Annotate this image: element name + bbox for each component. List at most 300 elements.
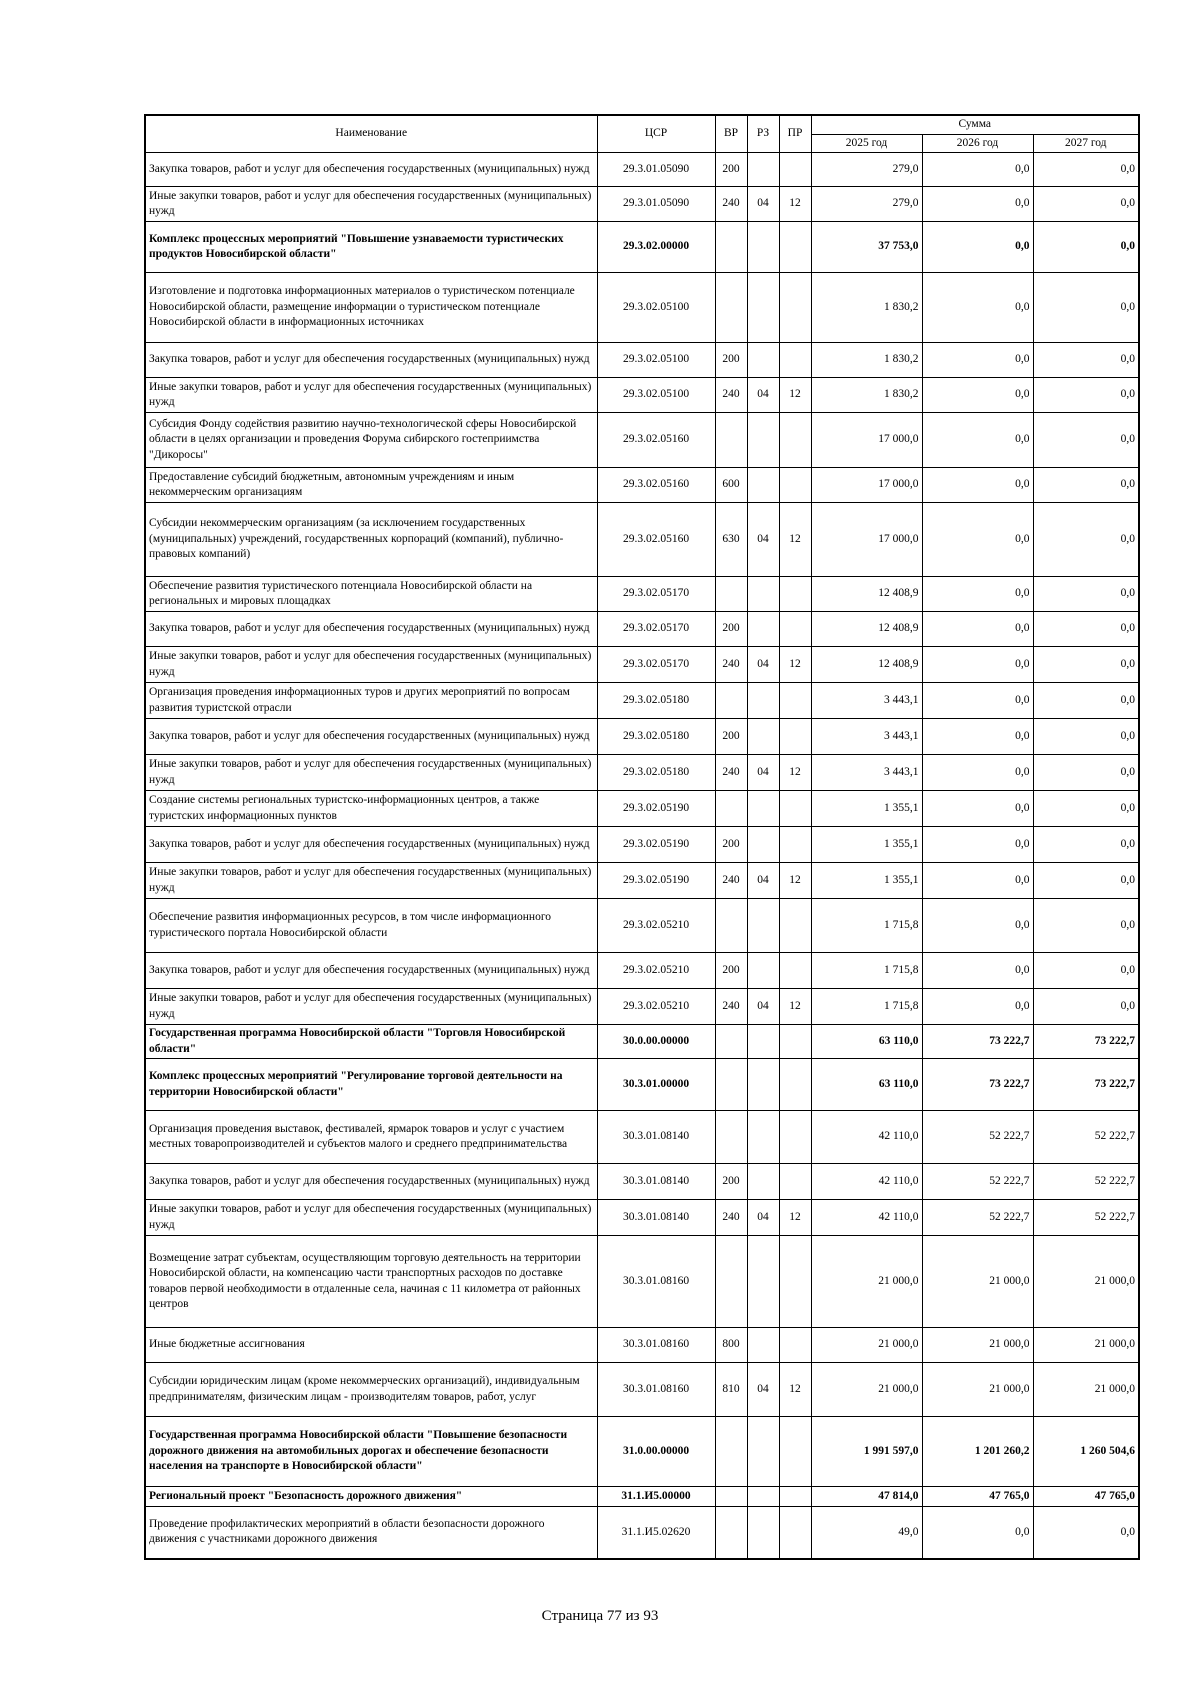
row-vr: 200 (715, 719, 747, 755)
row-pr (779, 577, 811, 612)
row-pr (779, 222, 811, 273)
row-name: Комплекс процессных мероприятий "Повышение узнаваемости туристических продуктов Новосибирской области" (145, 222, 597, 273)
row-sum-2027: 0,0 (1033, 683, 1139, 719)
row-sum-2027: 0,0 (1033, 273, 1139, 343)
row-sum-2026: 52 222,7 (922, 1164, 1033, 1200)
row-sum-2027: 52 222,7 (1033, 1164, 1139, 1200)
row-sum-2026: 0,0 (922, 863, 1033, 899)
table-row (145, 1059, 1139, 1111)
row-vr: 600 (715, 468, 747, 503)
row-sum-2026: 1 201 260,2 (922, 1417, 1033, 1487)
table-row (145, 378, 1139, 413)
row-name: Закупка товаров, работ и услуг для обеспечения государственных (муниципальных) нужд (145, 953, 597, 989)
row-csr: 30.3.01.08140 (597, 1164, 715, 1200)
row-pr: 12 (779, 863, 811, 899)
row-sum-2026: 0,0 (922, 989, 1033, 1025)
row-sum-2025: 17 000,0 (811, 413, 922, 468)
row-sum-2025: 37 753,0 (811, 222, 922, 273)
row-sum-2025: 17 000,0 (811, 468, 922, 503)
row-sum-2026: 0,0 (922, 187, 1033, 222)
row-csr: 29.3.02.05170 (597, 647, 715, 683)
row-rz (747, 791, 779, 827)
row-pr (779, 1487, 811, 1507)
row-vr: 800 (715, 1328, 747, 1363)
table-row (145, 1328, 1139, 1363)
row-vr (715, 899, 747, 953)
table-row (145, 827, 1139, 863)
row-rz (747, 719, 779, 755)
row-vr (715, 1507, 747, 1559)
row-name: Государственная программа Новосибирской области "Торговля Новосибирской области" (145, 1025, 597, 1059)
row-vr: 240 (715, 989, 747, 1025)
page-footer: Страница 77 из 93 (541, 1608, 659, 1624)
row-csr: 29.3.02.05210 (597, 953, 715, 989)
table-row (145, 1236, 1139, 1328)
row-name: Комплекс процессных мероприятий "Регулирование торговой деятельности на территории Новосибирской области" (145, 1059, 597, 1111)
header-year-2026: 2026 год (922, 134, 1033, 153)
table-row (145, 1164, 1139, 1200)
row-sum-2027: 0,0 (1033, 153, 1139, 187)
row-name: Обеспечение развития туристического потенциала Новосибирской области на региональных и мировых площадках (145, 577, 597, 612)
row-csr: 30.3.01.08160 (597, 1328, 715, 1363)
row-rz: 04 (747, 1200, 779, 1236)
row-rz: 04 (747, 755, 779, 791)
table-row (145, 612, 1139, 647)
row-vr (715, 1236, 747, 1328)
table-row (145, 755, 1139, 791)
row-vr: 200 (715, 953, 747, 989)
row-rz (747, 612, 779, 647)
row-sum-2026: 73 222,7 (922, 1059, 1033, 1111)
row-name: Проведение профилактических мероприятий в области безопасности дорожного движения с участниками дорожного движения (145, 1507, 597, 1559)
row-sum-2025: 21 000,0 (811, 1363, 922, 1417)
row-sum-2025: 42 110,0 (811, 1111, 922, 1164)
row-sum-2027: 52 222,7 (1033, 1111, 1139, 1164)
row-sum-2025: 1 355,1 (811, 827, 922, 863)
row-csr: 29.3.02.05180 (597, 719, 715, 755)
row-sum-2027: 0,0 (1033, 755, 1139, 791)
row-vr (715, 1111, 747, 1164)
row-sum-2025: 42 110,0 (811, 1200, 922, 1236)
budget-table (144, 114, 1140, 1560)
row-pr (779, 468, 811, 503)
row-csr: 29.3.02.05170 (597, 577, 715, 612)
row-sum-2027: 0,0 (1033, 343, 1139, 378)
table-row (145, 1363, 1139, 1417)
header-csr: ЦСР (597, 115, 715, 153)
row-sum-2025: 42 110,0 (811, 1164, 922, 1200)
row-rz: 04 (747, 503, 779, 577)
row-name: Субсидии некоммерческим организациям (за исключением государственных (муниципальных) учреждений, государственных корпораций (компаний), публично-правовых компаний) (145, 503, 597, 577)
table-row (145, 791, 1139, 827)
row-sum-2027: 0,0 (1033, 187, 1139, 222)
row-pr (779, 1164, 811, 1200)
row-sum-2025: 279,0 (811, 187, 922, 222)
row-pr: 12 (779, 1363, 811, 1417)
row-vr: 200 (715, 827, 747, 863)
row-pr (779, 719, 811, 755)
row-vr: 200 (715, 612, 747, 647)
row-sum-2025: 3 443,1 (811, 683, 922, 719)
row-sum-2025: 12 408,9 (811, 647, 922, 683)
row-vr (715, 577, 747, 612)
row-sum-2026: 73 222,7 (922, 1025, 1033, 1059)
row-csr: 29.3.02.05100 (597, 273, 715, 343)
row-sum-2027: 0,0 (1033, 468, 1139, 503)
row-sum-2025: 279,0 (811, 153, 922, 187)
row-rz (747, 1507, 779, 1559)
row-csr: 29.3.02.05190 (597, 791, 715, 827)
table-row (145, 222, 1139, 273)
table-row (145, 503, 1139, 577)
row-vr (715, 1487, 747, 1507)
row-pr (779, 683, 811, 719)
row-csr: 29.3.01.05090 (597, 187, 715, 222)
row-rz (747, 1111, 779, 1164)
row-sum-2025: 17 000,0 (811, 503, 922, 577)
row-sum-2027: 0,0 (1033, 791, 1139, 827)
row-rz (747, 273, 779, 343)
row-rz (747, 343, 779, 378)
header-vr: ВР (715, 115, 747, 153)
row-rz (747, 468, 779, 503)
row-name: Субсидии юридическим лицам (кроме некоммерческих организаций), индивидуальным предпринимателям, физическим лицам - производителям товаров, работ, услуг (145, 1363, 597, 1417)
row-sum-2026: 47 765,0 (922, 1487, 1033, 1507)
row-rz (747, 222, 779, 273)
row-sum-2027: 73 222,7 (1033, 1025, 1139, 1059)
row-vr (715, 273, 747, 343)
row-sum-2026: 52 222,7 (922, 1200, 1033, 1236)
row-pr: 12 (779, 378, 811, 413)
row-sum-2026: 0,0 (922, 953, 1033, 989)
row-sum-2025: 63 110,0 (811, 1059, 922, 1111)
row-csr: 29.3.02.00000 (597, 222, 715, 273)
row-sum-2026: 0,0 (922, 683, 1033, 719)
row-vr: 240 (715, 755, 747, 791)
row-vr (715, 222, 747, 273)
row-vr: 810 (715, 1363, 747, 1417)
row-name: Иные закупки товаров, работ и услуг для обеспечения государственных (муниципальных) нужд (145, 863, 597, 899)
row-csr: 29.3.02.05180 (597, 755, 715, 791)
row-rz: 04 (747, 187, 779, 222)
table-row (145, 1111, 1139, 1164)
row-sum-2026: 0,0 (922, 222, 1033, 273)
row-name: Организация проведения выставок, фестивалей, ярмарок товаров и услуг с участием местных товаропроизводителей и субъектов малого и среднего предпринимательства (145, 1111, 597, 1164)
row-sum-2026: 0,0 (922, 577, 1033, 612)
header-pr: ПР (779, 115, 811, 153)
row-sum-2027: 21 000,0 (1033, 1236, 1139, 1328)
row-sum-2027: 0,0 (1033, 953, 1139, 989)
row-sum-2026: 0,0 (922, 153, 1033, 187)
row-sum-2026: 52 222,7 (922, 1111, 1033, 1164)
row-csr: 31.0.00.00000 (597, 1417, 715, 1487)
row-sum-2027: 0,0 (1033, 503, 1139, 577)
row-csr: 29.3.02.05210 (597, 899, 715, 953)
table-row (145, 1417, 1139, 1487)
row-pr (779, 953, 811, 989)
row-vr: 240 (715, 187, 747, 222)
row-csr: 29.3.02.05160 (597, 468, 715, 503)
row-pr (779, 1059, 811, 1111)
row-sum-2026: 0,0 (922, 468, 1033, 503)
header-sum: Сумма (811, 115, 1139, 134)
row-name: Закупка товаров, работ и услуг для обеспечения государственных (муниципальных) нужд (145, 153, 597, 187)
row-rz (747, 1328, 779, 1363)
row-vr: 200 (715, 1164, 747, 1200)
row-rz: 04 (747, 1363, 779, 1417)
row-pr (779, 1111, 811, 1164)
row-vr (715, 1025, 747, 1059)
table-row (145, 153, 1139, 187)
row-csr: 29.3.02.05180 (597, 683, 715, 719)
row-vr: 240 (715, 378, 747, 413)
row-pr (779, 827, 811, 863)
row-sum-2027: 0,0 (1033, 827, 1139, 863)
row-name: Иные закупки товаров, работ и услуг для обеспечения государственных (муниципальных) нужд (145, 378, 597, 413)
row-pr (779, 791, 811, 827)
row-pr: 12 (779, 503, 811, 577)
table-row (145, 899, 1139, 953)
row-sum-2025: 1 991 597,0 (811, 1417, 922, 1487)
row-rz (747, 153, 779, 187)
row-csr: 29.3.02.05100 (597, 378, 715, 413)
row-sum-2027: 21 000,0 (1033, 1363, 1139, 1417)
row-pr (779, 273, 811, 343)
row-sum-2026: 0,0 (922, 791, 1033, 827)
row-csr: 30.3.01.08140 (597, 1200, 715, 1236)
row-name: Иные бюджетные ассигнования (145, 1328, 597, 1363)
row-rz: 04 (747, 989, 779, 1025)
row-pr: 12 (779, 187, 811, 222)
row-sum-2025: 49,0 (811, 1507, 922, 1559)
row-pr (779, 413, 811, 468)
row-rz (747, 1164, 779, 1200)
table-row (145, 1025, 1139, 1059)
row-csr: 30.0.00.00000 (597, 1025, 715, 1059)
row-sum-2026: 0,0 (922, 413, 1033, 468)
row-pr: 12 (779, 647, 811, 683)
row-name: Иные закупки товаров, работ и услуг для обеспечения государственных (муниципальных) нужд (145, 647, 597, 683)
header-name: Наименование (145, 115, 597, 153)
row-rz (747, 953, 779, 989)
row-name: Обеспечение развития информационных ресурсов, в том числе информационного туристического портала Новосибирской области (145, 899, 597, 953)
row-name: Создание системы региональных туристско-информационных центров, а также туристских информационных пунктов (145, 791, 597, 827)
row-name: Изготовление и подготовка информационных материалов о туристическом потенциале Новосибирской области, размещение информации о туристическом потенциале Новосибирской области в информационных источниках (145, 273, 597, 343)
row-sum-2025: 21 000,0 (811, 1328, 922, 1363)
table-header (145, 115, 1139, 153)
row-sum-2027: 0,0 (1033, 577, 1139, 612)
table-row (145, 863, 1139, 899)
row-name: Закупка товаров, работ и услуг для обеспечения государственных (муниципальных) нужд (145, 719, 597, 755)
table-row (145, 647, 1139, 683)
row-sum-2026: 0,0 (922, 503, 1033, 577)
row-pr (779, 899, 811, 953)
row-vr (715, 791, 747, 827)
row-pr (779, 1025, 811, 1059)
row-pr (779, 1417, 811, 1487)
row-sum-2025: 1 715,8 (811, 953, 922, 989)
row-csr: 30.3.01.00000 (597, 1059, 715, 1111)
table-row (145, 683, 1139, 719)
row-sum-2025: 63 110,0 (811, 1025, 922, 1059)
row-sum-2026: 0,0 (922, 719, 1033, 755)
row-csr: 31.1.И5.02620 (597, 1507, 715, 1559)
table-row (145, 343, 1139, 378)
row-sum-2026: 21 000,0 (922, 1236, 1033, 1328)
row-sum-2026: 0,0 (922, 827, 1033, 863)
row-sum-2025: 3 443,1 (811, 755, 922, 791)
row-sum-2026: 21 000,0 (922, 1328, 1033, 1363)
row-vr: 240 (715, 1200, 747, 1236)
row-rz (747, 1417, 779, 1487)
row-pr (779, 343, 811, 378)
row-name: Возмещение затрат субъектам, осуществляющим торговую деятельность на территории Новосибирской области, на компенсацию части транспортных расходов по доставке товаров первой необходимости в отдаленные села, начиная с 11 километра от районных центров (145, 1236, 597, 1328)
row-pr (779, 612, 811, 647)
row-sum-2027: 47 765,0 (1033, 1487, 1139, 1507)
row-name: Субсидия Фонду содействия развитию научно-технологической сферы Новосибирской области в целях организации и проведения Форума сибирского гостеприимства "Дикоросы" (145, 413, 597, 468)
row-sum-2026: 0,0 (922, 378, 1033, 413)
row-vr (715, 1417, 747, 1487)
row-sum-2025: 1 715,8 (811, 989, 922, 1025)
row-sum-2027: 73 222,7 (1033, 1059, 1139, 1111)
row-rz (747, 683, 779, 719)
row-sum-2026: 0,0 (922, 612, 1033, 647)
row-csr: 29.3.02.05190 (597, 863, 715, 899)
row-sum-2025: 1 355,1 (811, 791, 922, 827)
row-sum-2025: 12 408,9 (811, 577, 922, 612)
row-sum-2027: 0,0 (1033, 1507, 1139, 1559)
row-rz: 04 (747, 378, 779, 413)
row-rz (747, 1059, 779, 1111)
row-sum-2025: 1 715,8 (811, 899, 922, 953)
table-row (145, 273, 1139, 343)
row-csr: 30.3.01.08160 (597, 1236, 715, 1328)
row-sum-2027: 1 260 504,6 (1033, 1417, 1139, 1487)
row-name: Иные закупки товаров, работ и услуг для обеспечения государственных (муниципальных) нужд (145, 1200, 597, 1236)
table-row (145, 719, 1139, 755)
row-sum-2027: 0,0 (1033, 719, 1139, 755)
row-sum-2025: 1 355,1 (811, 863, 922, 899)
row-sum-2026: 0,0 (922, 899, 1033, 953)
row-sum-2027: 0,0 (1033, 989, 1139, 1025)
row-csr: 29.3.02.05100 (597, 343, 715, 378)
row-sum-2026: 0,0 (922, 755, 1033, 791)
row-sum-2027: 0,0 (1033, 899, 1139, 953)
row-rz (747, 1487, 779, 1507)
row-csr: 29.3.02.05190 (597, 827, 715, 863)
row-csr: 31.1.И5.00000 (597, 1487, 715, 1507)
table-row (145, 1487, 1139, 1507)
row-name: Иные закупки товаров, работ и услуг для обеспечения государственных (муниципальных) нужд (145, 989, 597, 1025)
table-row (145, 187, 1139, 222)
table-row (145, 468, 1139, 503)
row-name: Иные закупки товаров, работ и услуг для обеспечения государственных (муниципальных) нужд (145, 187, 597, 222)
row-name: Закупка товаров, работ и услуг для обеспечения государственных (муниципальных) нужд (145, 1164, 597, 1200)
row-sum-2027: 0,0 (1033, 612, 1139, 647)
table-row (145, 953, 1139, 989)
header-year-2025: 2025 год (811, 134, 922, 153)
row-rz (747, 899, 779, 953)
row-sum-2027: 52 222,7 (1033, 1200, 1139, 1236)
row-pr: 12 (779, 989, 811, 1025)
row-sum-2025: 12 408,9 (811, 612, 922, 647)
row-sum-2025: 1 830,2 (811, 343, 922, 378)
row-csr: 29.3.02.05210 (597, 989, 715, 1025)
row-vr: 240 (715, 863, 747, 899)
row-sum-2025: 3 443,1 (811, 719, 922, 755)
row-pr (779, 1236, 811, 1328)
row-sum-2026: 0,0 (922, 343, 1033, 378)
row-name: Государственная программа Новосибирской области "Повышение безопасности дорожного движения на автомобильных дорогах и обеспечение безопасности населения на транспорте в Новосибирской области" (145, 1417, 597, 1487)
row-sum-2027: 0,0 (1033, 647, 1139, 683)
row-csr: 30.3.01.08140 (597, 1111, 715, 1164)
row-vr (715, 1059, 747, 1111)
row-vr: 240 (715, 647, 747, 683)
row-name: Региональный проект "Безопасность дорожного движения" (145, 1487, 597, 1507)
row-sum-2026: 0,0 (922, 273, 1033, 343)
row-name: Закупка товаров, работ и услуг для обеспечения государственных (муниципальных) нужд (145, 343, 597, 378)
row-pr (779, 1328, 811, 1363)
row-sum-2027: 0,0 (1033, 863, 1139, 899)
row-name: Предоставление субсидий бюджетным, автономным учреждениям и иным некоммерческим организациям (145, 468, 597, 503)
row-sum-2025: 1 830,2 (811, 378, 922, 413)
row-rz: 04 (747, 647, 779, 683)
row-sum-2026: 0,0 (922, 1507, 1033, 1559)
row-vr: 200 (715, 153, 747, 187)
row-name: Закупка товаров, работ и услуг для обеспечения государственных (муниципальных) нужд (145, 612, 597, 647)
row-sum-2027: 0,0 (1033, 222, 1139, 273)
row-pr: 12 (779, 1200, 811, 1236)
row-csr: 29.3.01.05090 (597, 153, 715, 187)
table-row (145, 1200, 1139, 1236)
table-row (145, 1507, 1139, 1559)
row-rz (747, 827, 779, 863)
row-sum-2026: 0,0 (922, 647, 1033, 683)
row-sum-2027: 0,0 (1033, 378, 1139, 413)
row-sum-2027: 0,0 (1033, 413, 1139, 468)
header-rz: РЗ (747, 115, 779, 153)
row-vr: 630 (715, 503, 747, 577)
row-csr: 29.3.02.05160 (597, 413, 715, 468)
table-row (145, 989, 1139, 1025)
row-pr: 12 (779, 755, 811, 791)
row-csr: 29.3.02.05170 (597, 612, 715, 647)
table-body (145, 153, 1139, 1559)
row-sum-2025: 47 814,0 (811, 1487, 922, 1507)
table-row (145, 413, 1139, 468)
row-rz (747, 1025, 779, 1059)
row-sum-2027: 21 000,0 (1033, 1328, 1139, 1363)
row-pr (779, 153, 811, 187)
row-name: Закупка товаров, работ и услуг для обеспечения государственных (муниципальных) нужд (145, 827, 597, 863)
row-pr (779, 1507, 811, 1559)
row-sum-2025: 1 830,2 (811, 273, 922, 343)
row-sum-2026: 21 000,0 (922, 1363, 1033, 1417)
row-vr: 200 (715, 343, 747, 378)
table-row (145, 577, 1139, 612)
row-sum-2025: 21 000,0 (811, 1236, 922, 1328)
row-csr: 30.3.01.08160 (597, 1363, 715, 1417)
header-year-2027: 2027 год (1033, 134, 1139, 153)
row-name: Иные закупки товаров, работ и услуг для обеспечения государственных (муниципальных) нужд (145, 755, 597, 791)
row-rz: 04 (747, 863, 779, 899)
row-rz (747, 413, 779, 468)
row-rz (747, 577, 779, 612)
row-csr: 29.3.02.05160 (597, 503, 715, 577)
row-name: Организация проведения информационных туров и других мероприятий по вопросам развития туристской отрасли (145, 683, 597, 719)
row-rz (747, 1236, 779, 1328)
row-vr (715, 683, 747, 719)
